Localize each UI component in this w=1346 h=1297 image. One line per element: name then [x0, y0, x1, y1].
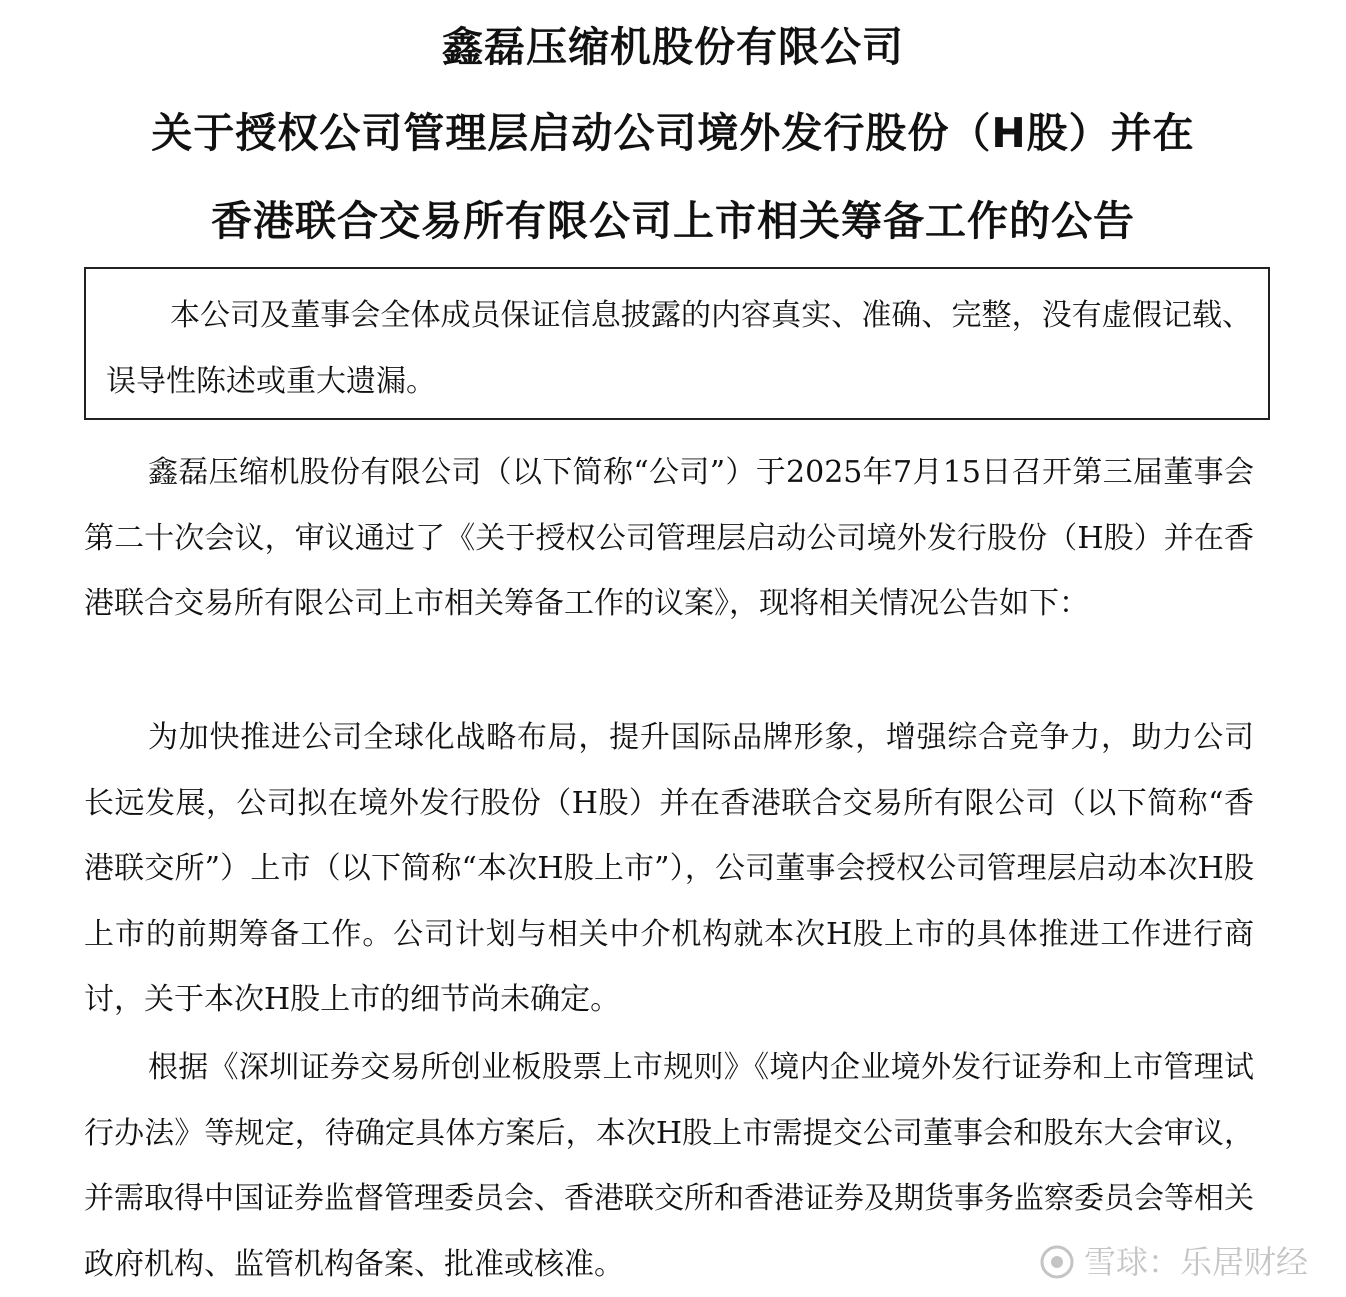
- announcement-title-line-1: 关于授权公司管理层启动公司境外发行股份（H股）并在: [151, 109, 1195, 157]
- company-name-title: 鑫磊压缩机股份有限公司: [442, 23, 904, 71]
- watermark: [1040, 1242, 1308, 1282]
- announcement-title-line-2: 香港联合交易所有限公司上市相关筹备工作的公告: [211, 197, 1135, 245]
- disclosure-notice-text: 本公司及董事会全体成员保证信息披露的内容真实、准确、完整，没有虚假记载、误导性陈述或重大遗漏。: [106, 298, 1252, 399]
- body-paragraph-2: 为加快推进公司全球化战略布局，提升国际品牌形象，增强综合竞争力，助力公司长远发展，公司拟在境外发行股份（H股）并在香港联合交易所有限公司（以下简称“香港联交所”）上市（以下简称“本次H股上市”），公司董事会授权公司管理层启动本次H股上市的前期筹备工作。公司计划与相关中介机构就本次H股上市的具体推进工作进行商讨，关于本次H股上市的细节尚未确定。: [84, 720, 1254, 1017]
- body-paragraph-1: 鑫磊压缩机股份有限公司（以下简称“公司”）于2025年7月15日召开第三届董事会第二十次会议，审议通过了《关于授权公司管理层启动公司境外发行股份（H股）并在香港联合交易所有限公司上市相关筹备工作的议案》，现将相关情况公告如下：: [84, 455, 1254, 621]
- disclosure-notice-box: [84, 267, 1270, 420]
- body-paragraph-3: 根据《深圳证券交易所创业板股票上市规则》《境内企业境外发行证券和上市管理试行办法》等规定，待确定具体方案后，本次H股上市需提交公司董事会和股东大会审议，并需取得中国证券监督管理委员会、香港联交所和香港证券及期货事务监察委员会等相关政府机构、监管机构备案、批准或核准。: [84, 1050, 1254, 1282]
- snowball-logo-icon: [1040, 1245, 1074, 1279]
- watermark-text: 雪球：乐居财经: [1083, 1243, 1308, 1281]
